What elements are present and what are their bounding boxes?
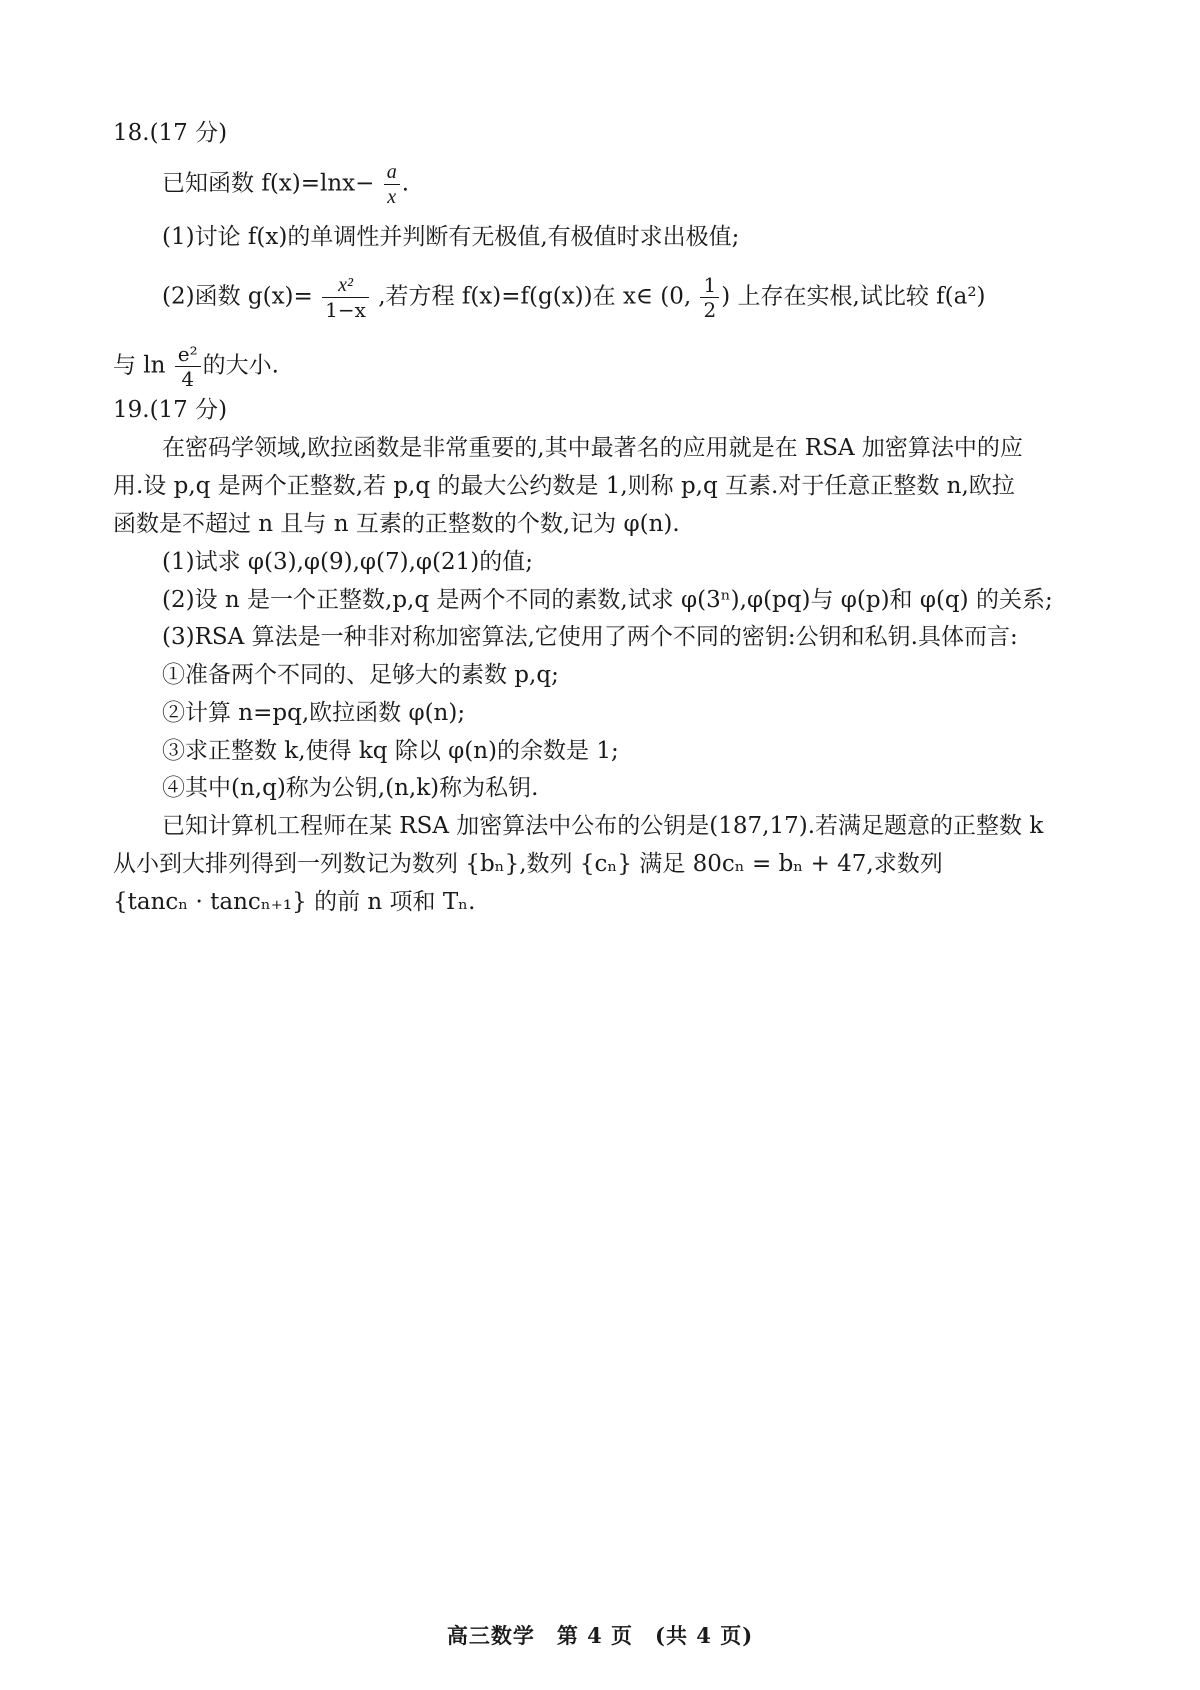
q19-para2-line1: 已知计算机工程师在某 RSA 加密算法中公布的公钥是(187,17).若满足题意的正整数 k: [162, 813, 1044, 839]
q19-para2-line2: 从小到大排列得到一列数记为数列 {bₙ},数列 {cₙ} 满足 80cₙ = bₙ + 47,求数列: [113, 851, 943, 877]
q18-part1: (1)讨论 f(x)的单调性并判断有无极值,有极值时求出极值;: [162, 224, 740, 250]
q19-part2: (2)设 n 是一个正整数,p,q 是两个不同的素数,试求 φ(3ⁿ),φ(pq)与 φ(p)和 φ(q) 的关系;: [162, 587, 1053, 613]
q19-para1-line3: 函数是不超过 n 且与 n 互素的正整数的个数,记为 φ(n).: [113, 511, 680, 537]
q18-interval-close: ): [721, 283, 731, 310]
q18-part2-a: (2)函数 g(x)=: [162, 283, 313, 310]
q18-interval-fraction: [700, 273, 719, 322]
q19-step2: ②计算 n=pq,欧拉函数 φ(n);: [162, 700, 466, 726]
q19-para2-line3: {tancₙ · tancₙ₊₁} 的前 n 项和 Tₙ.: [113, 889, 476, 915]
q18-f-fraction: [384, 160, 400, 209]
q18-header: 18.(17 分): [113, 120, 228, 146]
q19-step1: ①准备两个不同的、足够大的素数 p,q;: [162, 662, 559, 688]
page-footer: 高三数学 第 4 页 (共 4 页): [446, 1623, 754, 1648]
q18-f-def: f(x)=lnx−: [261, 170, 375, 197]
q18-part2-b: ,若方程 f(x)=f(g(x))在 x∈: [378, 283, 653, 310]
q19-step3: ③求正整数 k,使得 kq 除以 φ(n)的余数是 1;: [162, 738, 619, 764]
q18-part2-c: 上存在实根,试比较 f(a²): [737, 283, 986, 310]
q19-para1-line1: 在密码学领域,欧拉函数是非常重要的,其中最著名的应用就是在 RSA 加密算法中的应: [162, 435, 1023, 461]
q19-para1-line2: 用.设 p,q 是两个正整数,若 p,q 的最大公约数是 1,则称 p,q 互素.对于任意正整数 n,欧拉: [113, 473, 1015, 499]
q18-ln-fraction: [175, 342, 201, 391]
q18-intro: [162, 160, 409, 209]
q18-part2: [162, 273, 986, 322]
q18-f-frac-den: x: [387, 186, 397, 208]
q18-g-frac-num: x²: [322, 273, 369, 298]
q18-intro-text: 已知函数: [162, 170, 254, 197]
q19-step4: ④其中(n,q)称为公钥,(n,k)称为私钥.: [162, 775, 539, 801]
q18-interval-num: 1: [700, 273, 719, 298]
q18-interval-den: 2: [703, 298, 717, 322]
q18-ln-frac-num: e²: [175, 342, 201, 367]
q18-interval-open: (0,: [660, 283, 692, 310]
q18-g-fraction: [322, 273, 369, 322]
q18-part2-d-b: 的大小.: [202, 352, 279, 379]
q18-part2-cont: [113, 342, 279, 391]
q19-header: 19.(17 分): [113, 397, 228, 423]
q19-part3: (3)RSA 算法是一种非对称加密算法,它使用了两个不同的密钥:公钥和私钥.具体而言:: [162, 624, 1018, 650]
q18-g-frac-den: 1−x: [325, 298, 366, 322]
q18-ln-frac-den: 4: [181, 367, 195, 391]
q19-part1: (1)试求 φ(3),φ(9),φ(7),φ(21)的值;: [162, 549, 533, 575]
q18-f-end: .: [401, 170, 410, 197]
q18-part2-d-a: 与 ln: [113, 352, 166, 379]
q18-f-frac-num: a: [384, 160, 400, 185]
